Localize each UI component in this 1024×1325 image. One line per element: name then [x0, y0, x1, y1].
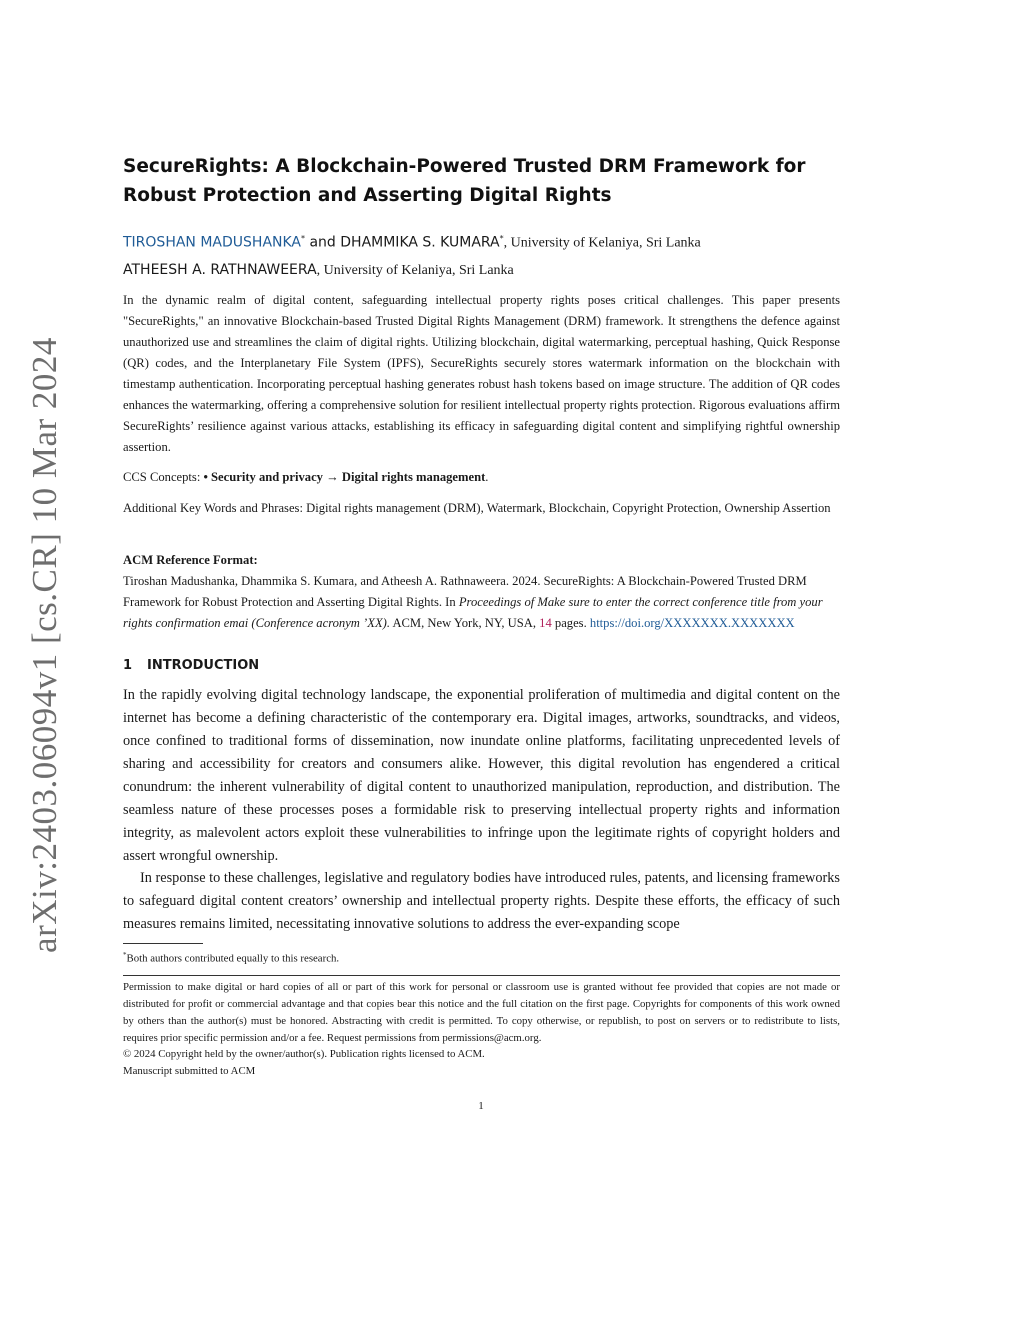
manuscript-note: Manuscript submitted to ACM — [123, 1065, 256, 1077]
permission-notice: Permission to make digital or hard copies of all or part of this work for personal or classroom use is granted without fee provided that copies are not made or distributed for profit or commercial advantage and that copies bear this notice and the full citation on the first page. Copyrights for components of this work owned by others than the author(s) must be honored. Abstracting with credit is permitted. To copy otherwise, or republish, to post on servers or to redistribute to lists, requires prior specific permission and/or a fee. Request permissions from permissions@acm.org. — [123, 981, 840, 1044]
footnote-mark: * — [123, 951, 127, 959]
keywords-label: Additional Key Words and Phrases: — [123, 501, 307, 515]
ccs-end: . — [485, 470, 489, 484]
intro-paragraph-2: In response to these challenges, legislative and regulatory bodies have introduced rules, patents, and licensing frameworks to safeguard digital content creators’ ownership and intellectual property rights. Despite these efforts, the efficacy of such measures remains limited, necessitating innovative solutions to address the ever-expanding scope — [123, 870, 840, 932]
footnote — [123, 947, 840, 967]
acm-reference-heading: ACM Reference Format: — [123, 553, 258, 567]
author-rathnaweera: ATHEESH A. RATHNAWEERA — [123, 261, 317, 278]
footnote-divider — [123, 943, 203, 944]
equal-contribution-mark: * — [499, 234, 504, 243]
author-block — [123, 226, 840, 284]
abstract: In the dynamic realm of digital content, safeguarding intellectual property rights poses critical challenges. This paper presents "SecureRights," an innovative Blockchain-based Trusted Digital Rights Management (DRM) framework. It strengthens the defence against unauthorized use and streamlines the claim of digital rights. Utilizing blockchain, digital watermarking, perceptual hashing, Quick Response (QR) codes, and the Interplanetary File System (IPFS), SecureRights securely stores watermark information on the blockchain with timestamp authentication. Incorporating perceptual hashing generates robust hash tokens based on image structure. The addition of QR codes enhances the watermarking, offering a comprehensive solution for resilient intellectual property rights protection. Rigorous evaluations affirm SecureRights’ resilience against various attacks, establishing its efficacy in safeguarding digital content and simplifying rightful ownership assertion. — [123, 293, 840, 454]
keywords-text: Digital rights management (DRM), Watermark, Blockchain, Copyright Protection, Ownership Assertion — [306, 501, 831, 515]
author-line-1 — [123, 226, 840, 257]
page-count-link[interactable]: 14 — [539, 616, 552, 630]
paper-title: SecureRights: A Blockchain-Powered Trusted DRM Framework for Robust Protection and Asserting Digital Rights — [123, 156, 806, 206]
author-conjunction: and — [309, 234, 336, 251]
pages-suffix: pages. — [551, 616, 590, 630]
arxiv-side-stamp — [24, 337, 66, 953]
arxiv-identifier: arXiv:2403.06094v1 [cs.CR] 10 Mar 2024 — [25, 337, 64, 953]
page-number: 1 — [478, 1100, 484, 1112]
intro-paragraph-1: In the rapidly evolving digital technology landscape, the exponential proliferation of multimedia and digital content on the internet has become a defining characteristic of the contemporary era. Digital images, artworks, soundtracks, and videos, once confined to traditional forms of dissemination, now inundate online platforms, facilitating unprecedented levels of sharing and accessibility for creators and consumers alike. However, this digital revolution has engendered a critical conundrum: the inherent vulnerability of digital content to unauthorized manipulation, reproduction, and distribution. The seamless nature of these processes poses a formidable risk to preserving intellectual property rights and information integrity, as malevolent actors exploit these vulnerabilities to infringe upon the legitimate rights of copyright holders and assert wrongful ownership. — [123, 687, 840, 864]
acm-reference-venue: Proceedings of Make sure to enter the correct conference title from your rights confirmation emai (Conference acronym ’XX). — [123, 595, 823, 630]
author-kumara: DHAMMIKA S. KUMARA — [340, 234, 500, 251]
ccs-concept: • Security and privacy → Digital rights management — [203, 470, 486, 484]
equal-contribution-mark: * — [301, 234, 306, 243]
affiliation-2: , University of Kelaniya, Sri Lanka — [316, 262, 514, 278]
permission-divider — [123, 975, 840, 976]
ccs-concepts — [123, 467, 840, 488]
ccs-label: CCS Concepts: — [123, 470, 204, 484]
author-line-2 — [123, 257, 840, 284]
copyright-notice: © 2024 Copyright held by the owner/author(s). Publication rights licensed to ACM. — [123, 1048, 485, 1060]
section-heading-introduction — [123, 655, 840, 677]
footnote-text: Both authors contributed equally to this research. — [126, 952, 340, 965]
acm-reference — [123, 571, 840, 634]
acm-reference-publisher: ACM, New York, NY, USA, — [389, 616, 540, 630]
section-title: INTRODUCTION — [147, 658, 260, 673]
section-number: 1 — [123, 658, 133, 673]
keywords — [123, 498, 840, 519]
acm-reference-text: Tiroshan Madushanka, Dhammika S. Kumara, and Atheesh A. Rathnaweera. 2024. SecureRights: A Blockchain-Powered Trusted DRM Framework for Robust Protection and Asserting Digital Rights. In — [123, 574, 807, 609]
author-link-madushanka[interactable]: TIROSHAN MADUSHANKA — [123, 234, 302, 251]
doi-link[interactable]: https://doi.org/XXXXXXX.XXXXXXX — [589, 616, 795, 630]
affiliation-1: , University of Kelaniya, Sri Lanka — [503, 235, 701, 251]
